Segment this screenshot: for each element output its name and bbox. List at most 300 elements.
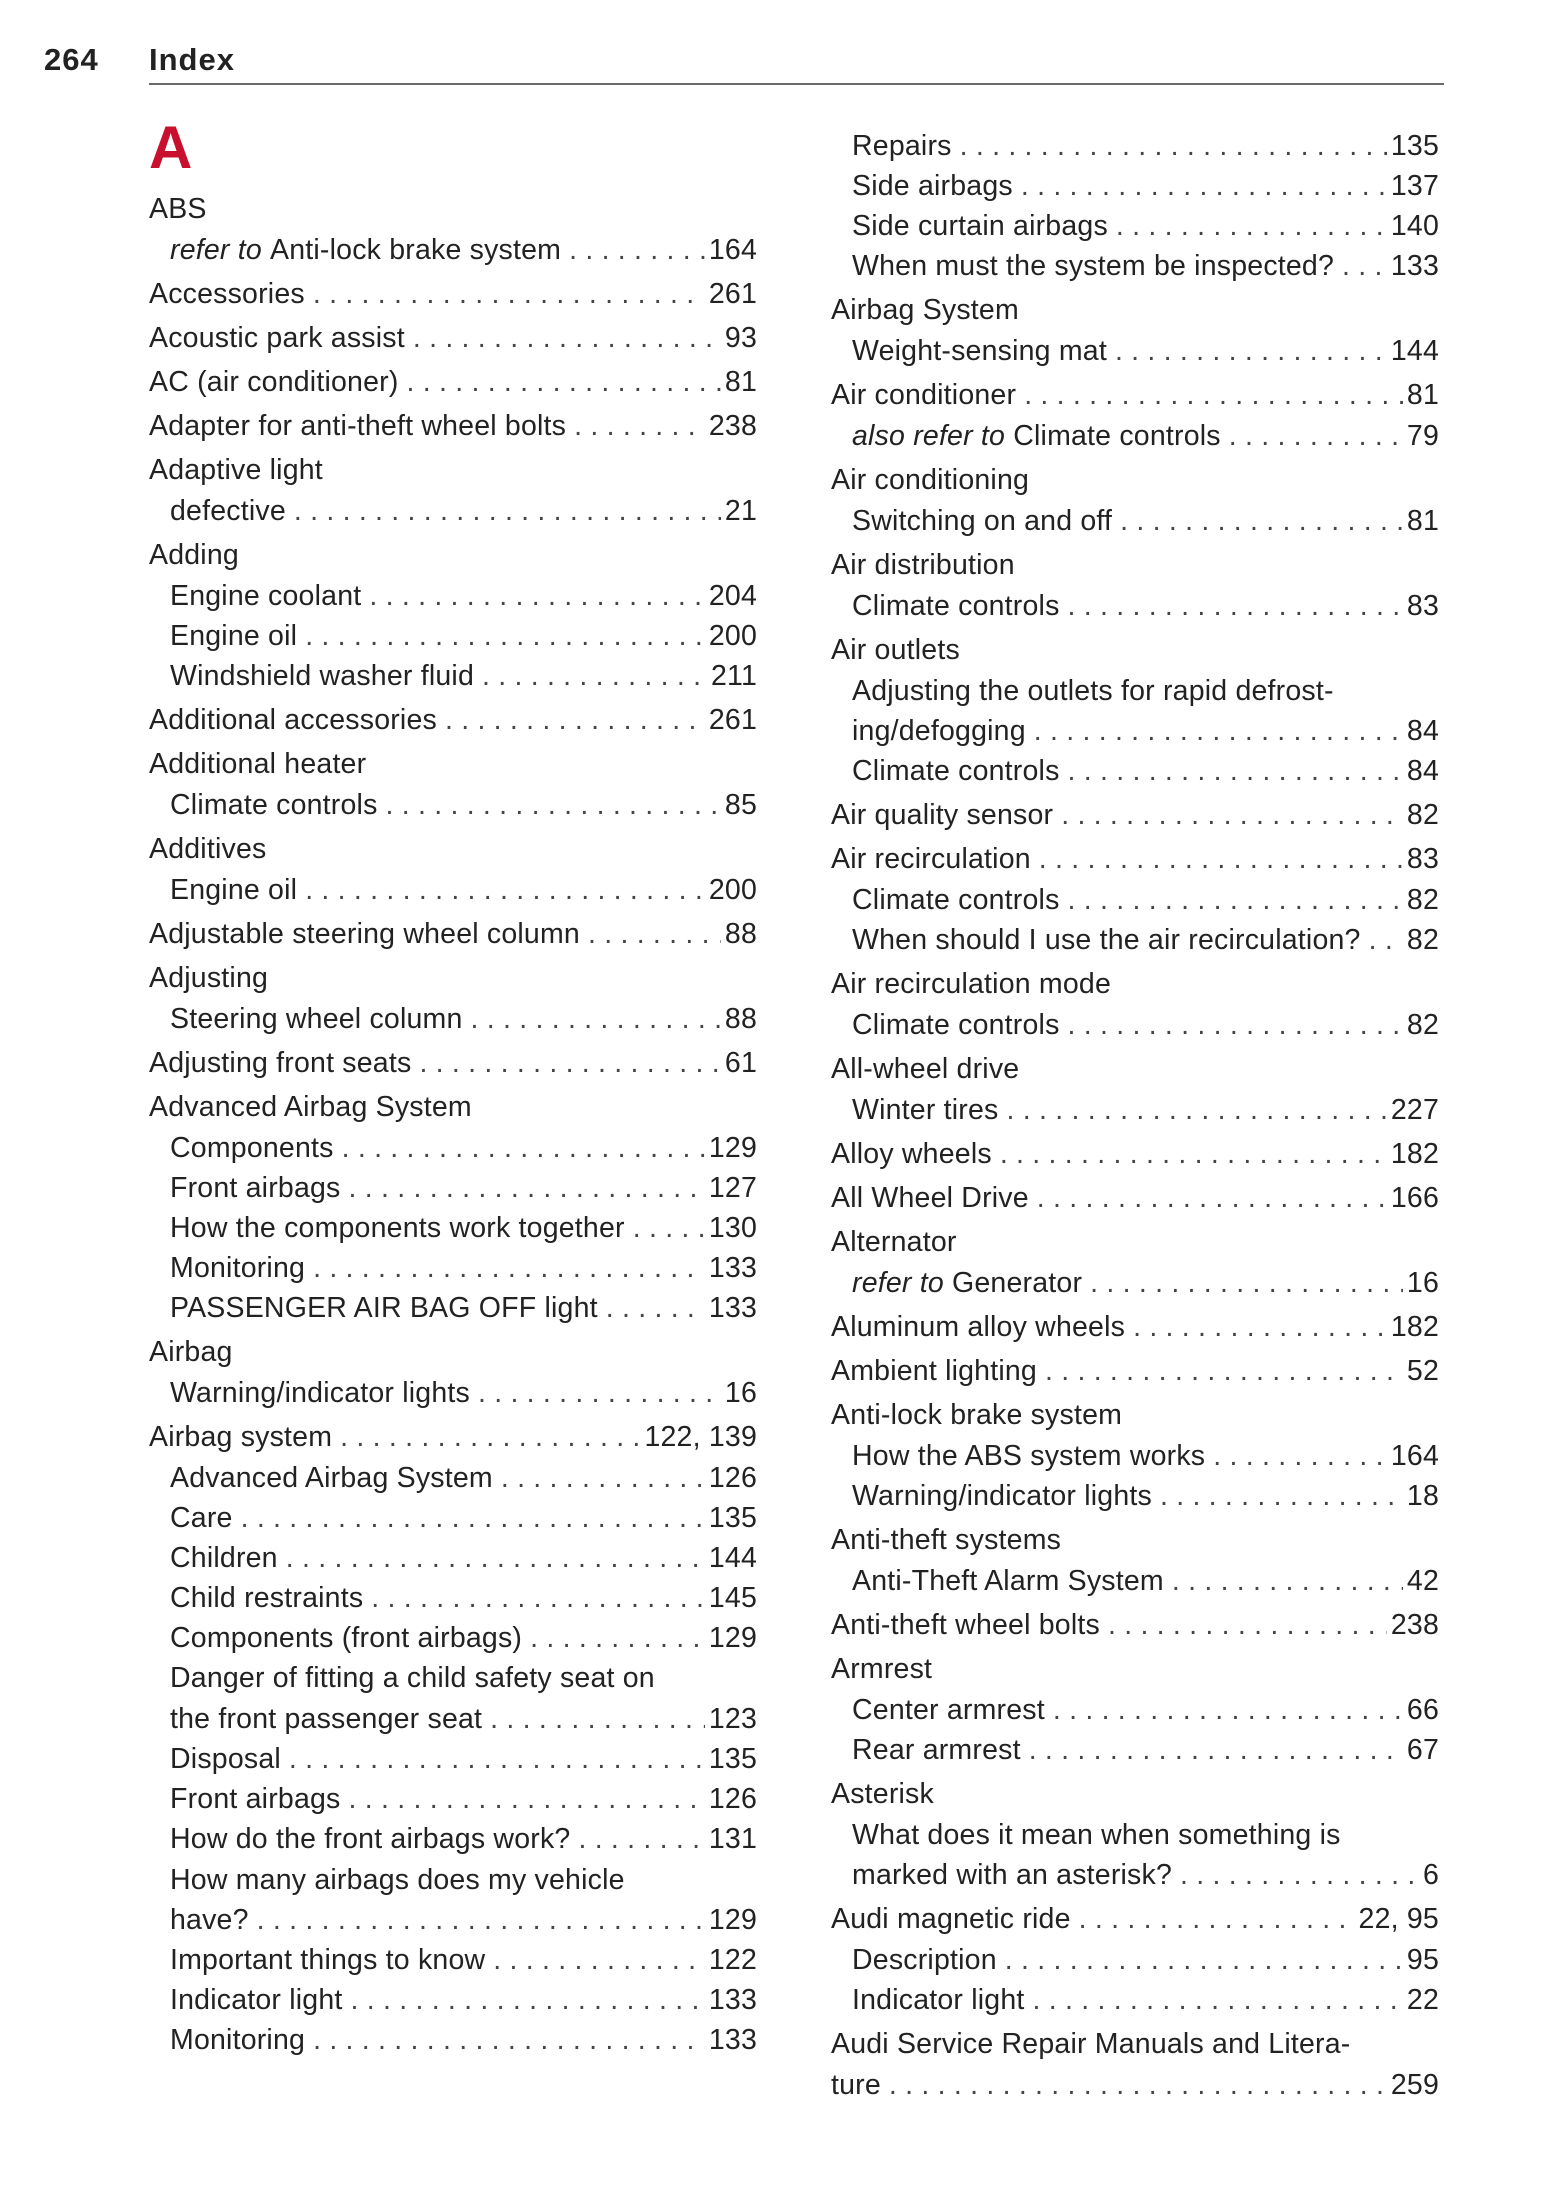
dot-leader <box>445 700 705 740</box>
dot-leader <box>606 1288 705 1328</box>
index-entry <box>852 501 1439 541</box>
section-letter: A <box>149 114 193 181</box>
index-entry <box>831 1351 1439 1391</box>
page-reference: 82 <box>1406 1009 1439 1041</box>
index-term: Climate controls <box>852 884 1060 916</box>
page-reference: 18 <box>1406 1480 1439 1512</box>
index-term: Climate controls <box>852 755 1060 787</box>
index-term: Asterisk <box>831 1778 934 1810</box>
index-term: Airbag System <box>831 294 1019 326</box>
index-term: Center armrest <box>852 1694 1045 1726</box>
index-entry <box>149 829 757 869</box>
index-term: Anti-lock brake system <box>831 1399 1123 1431</box>
index-term: Important things to know <box>170 1944 486 1976</box>
page-reference: 85 <box>724 789 757 821</box>
index-term: Adjusting the outlets for rapid defrost- <box>852 675 1334 707</box>
page-reference: 238 <box>1390 1609 1439 1641</box>
page-reference: 83 <box>1406 590 1439 622</box>
index-term: Armrest <box>831 1653 933 1685</box>
dot-leader <box>493 1940 705 1980</box>
index-term: Air recirculation mode <box>831 968 1112 1000</box>
index-entry <box>852 1980 1439 2020</box>
index-entry <box>852 1730 1439 1770</box>
index-term: When should I use the air recirculation? <box>852 924 1361 956</box>
page-reference: 81 <box>1406 379 1439 411</box>
page-reference: 164 <box>708 234 757 266</box>
dot-leader <box>1068 1005 1403 1045</box>
page-reference: 88 <box>724 918 757 950</box>
page-reference: 84 <box>1406 755 1439 787</box>
index-term: Warning/indicator lights <box>170 1377 470 1409</box>
index-term: Audi Service Repair Manuals and Litera- <box>831 2028 1351 2060</box>
page-reference: 200 <box>708 620 757 652</box>
page-title: Index <box>149 42 235 77</box>
page-reference: 204 <box>708 580 757 612</box>
dot-leader <box>889 2065 1387 2105</box>
index-term: Climate controls <box>852 590 1060 622</box>
page-reference: 227 <box>1390 1094 1439 1126</box>
index-term: Anti-theft wheel bolts <box>831 1609 1100 1641</box>
dot-leader <box>241 1498 705 1538</box>
page-reference: 211 <box>710 660 757 692</box>
dot-leader <box>286 1538 705 1578</box>
page-reference: 6 <box>1422 1859 1439 1891</box>
index-term: Alloy wheels <box>831 1138 992 1170</box>
page-reference: 81 <box>724 366 757 398</box>
page-reference: 144 <box>708 1542 757 1574</box>
index-term: Engine coolant <box>170 580 362 612</box>
index-entry <box>852 1855 1439 1895</box>
index-term: How do the front airbags work? <box>170 1823 571 1855</box>
dot-leader <box>419 1043 720 1083</box>
page-reference: 123 <box>708 1703 757 1735</box>
page-reference: 22 <box>1406 1984 1439 2016</box>
dot-leader <box>305 870 705 910</box>
index-term: Audi magnetic ride <box>831 1903 1071 1935</box>
index-term: Advanced Airbag System <box>170 1462 493 1494</box>
dot-leader <box>482 656 707 696</box>
dot-leader <box>1079 1899 1355 1939</box>
dot-leader <box>574 406 705 446</box>
index-term: When must the system be inspected? <box>852 250 1335 282</box>
page-reference: 164 <box>1390 1440 1439 1472</box>
index-entry <box>831 1395 1439 1435</box>
page-reference: 88 <box>724 1003 757 1035</box>
dot-leader <box>1172 1561 1403 1601</box>
index-term: Repairs <box>852 130 952 162</box>
index-entry <box>170 1819 757 1859</box>
index-term: Climate controls <box>852 1009 1060 1041</box>
dot-leader <box>1000 1134 1387 1174</box>
index-entry <box>149 914 757 954</box>
page-reference: 16 <box>1406 1267 1439 1299</box>
dot-leader <box>1037 1178 1387 1218</box>
page-reference: 82 <box>1406 924 1439 956</box>
index-entry <box>170 1208 757 1248</box>
dot-leader <box>340 1417 640 1457</box>
index-entry <box>149 1087 757 1127</box>
index-entry <box>149 535 757 575</box>
page-reference: 140 <box>1390 210 1439 242</box>
dot-leader <box>569 230 705 270</box>
index-term: All Wheel Drive <box>831 1182 1029 1214</box>
page-reference: 82 <box>1406 799 1439 831</box>
index-term: Aluminum alloy wheels <box>831 1311 1126 1343</box>
index-term: Front airbags <box>170 1172 341 1204</box>
index-term: Components <box>170 1132 334 1164</box>
index-entry <box>831 2065 1439 2105</box>
index-entry <box>852 246 1439 286</box>
index-entry <box>831 375 1439 415</box>
index-term: Monitoring <box>170 1252 306 1284</box>
index-term: Monitoring <box>170 2024 306 2056</box>
index-entry <box>149 700 757 740</box>
index-entry <box>170 1288 757 1328</box>
index-term: Switching on and off <box>852 505 1113 537</box>
index-entry <box>831 1178 1439 1218</box>
index-entry <box>852 1476 1439 1516</box>
page-reference: 131 <box>708 1823 757 1855</box>
dot-leader <box>305 616 705 656</box>
index-entry <box>170 1940 757 1980</box>
index-term: Additional heater <box>149 748 367 780</box>
index-entry <box>831 1649 1439 1689</box>
dot-leader <box>369 576 704 616</box>
index-term: How the components work together <box>170 1212 625 1244</box>
index-entry <box>852 586 1439 626</box>
index-entry <box>149 744 757 784</box>
index-term: Generator <box>952 1267 1083 1299</box>
page-reference: 52 <box>1406 1355 1439 1387</box>
cross-reference-label: refer to <box>852 1267 944 1299</box>
index-term: Adjusting front seats <box>149 1047 412 1079</box>
header-rule <box>149 83 1444 85</box>
index-term: Disposal <box>170 1743 281 1775</box>
index-entry <box>170 1248 757 1288</box>
index-term: ABS <box>149 193 207 225</box>
dot-leader <box>1039 839 1403 879</box>
index-entry <box>170 1168 757 1208</box>
dot-leader <box>478 1373 721 1413</box>
index-entry <box>852 1263 1439 1303</box>
index-entry <box>149 958 757 998</box>
page-reference: 67 <box>1406 1734 1439 1766</box>
index-entry <box>170 1498 757 1538</box>
index-entry <box>149 1417 757 1457</box>
page-reference: 22, 95 <box>1358 1903 1439 1935</box>
page-reference: 16 <box>724 1377 757 1409</box>
index-entry <box>170 785 757 825</box>
index-entry <box>170 1779 757 1819</box>
index-term: the front passenger seat <box>170 1703 483 1735</box>
page-reference: 133 <box>708 2024 757 2056</box>
index-entry <box>170 870 757 910</box>
dot-leader <box>313 1248 705 1288</box>
dot-leader <box>1180 1855 1419 1895</box>
index-term: Accessories <box>149 278 305 310</box>
index-entry <box>170 656 757 696</box>
index-entry <box>852 880 1439 920</box>
page-reference: 261 <box>708 278 757 310</box>
dot-leader <box>407 362 721 402</box>
page-reference: 135 <box>708 1743 757 1775</box>
index-entry <box>852 1005 1439 1045</box>
index-entry <box>831 1222 1439 1262</box>
index-entry <box>831 1605 1439 1645</box>
index-term: Components (front airbags) <box>170 1622 523 1654</box>
page-reference: 182 <box>1390 1138 1439 1170</box>
page-reference: 126 <box>708 1783 757 1815</box>
index-entry <box>170 1458 757 1498</box>
page-reference: 133 <box>708 1984 757 2016</box>
dot-leader <box>633 1208 705 1248</box>
index-entry <box>852 206 1439 246</box>
index-entry <box>170 999 757 1039</box>
index-entry <box>170 1373 757 1413</box>
index-entry <box>149 189 757 229</box>
index-term: Climate controls <box>170 789 378 821</box>
page-reference: 130 <box>708 1212 757 1244</box>
index-entry <box>852 126 1439 166</box>
index-entry <box>170 576 757 616</box>
index-entry <box>852 671 1439 711</box>
dot-leader <box>490 1699 705 1739</box>
index-term: Adaptive light <box>149 454 323 486</box>
index-entry <box>852 1561 1439 1601</box>
index-term: ing/defogging <box>852 715 1026 747</box>
dot-leader <box>501 1458 705 1498</box>
index-term: Steering wheel column <box>170 1003 463 1035</box>
index-entry <box>852 751 1439 791</box>
index-term: Ambient lighting <box>831 1355 1037 1387</box>
index-term: ture <box>831 2069 881 2101</box>
index-term: All-wheel drive <box>831 1053 1020 1085</box>
page-number: 264 <box>44 42 99 77</box>
page-reference: 145 <box>708 1582 757 1614</box>
dot-leader <box>1213 1436 1387 1476</box>
index-entry <box>852 1940 1439 1980</box>
dot-leader <box>1033 1980 1403 2020</box>
index-entry <box>831 1134 1439 1174</box>
index-entry <box>149 450 757 490</box>
index-entry <box>149 274 757 314</box>
index-entry <box>852 331 1439 371</box>
page-reference: 122, 139 <box>644 1421 757 1453</box>
index-term: Adjustable steering wheel column <box>149 918 580 950</box>
index-term: Danger of fitting a child safety seat on <box>170 1662 655 1694</box>
page-reference: 122 <box>708 1944 757 1976</box>
page-reference: 95 <box>1406 1944 1439 1976</box>
index-term: Acoustic park assist <box>149 322 405 354</box>
dot-leader <box>257 1900 705 1940</box>
dot-leader <box>413 318 721 358</box>
index-entry <box>831 1520 1439 1560</box>
page-reference: 133 <box>708 1252 757 1284</box>
index-entry <box>831 630 1439 670</box>
index-term: Airbag <box>149 1336 233 1368</box>
index-term: Alternator <box>831 1226 957 1258</box>
dot-leader <box>1369 920 1403 960</box>
index-entry <box>170 1900 757 1940</box>
index-term: Adding <box>149 539 239 571</box>
dot-leader <box>1068 751 1403 791</box>
index-entry <box>170 616 757 656</box>
dot-leader <box>313 274 705 314</box>
page-reference: 135 <box>708 1502 757 1534</box>
index-term: Anti-theft systems <box>831 1524 1062 1556</box>
index-entry <box>170 2020 757 2060</box>
page-reference: 79 <box>1406 420 1439 452</box>
index-entry <box>852 1436 1439 1476</box>
index-entry <box>149 406 757 446</box>
index-entry <box>852 920 1439 960</box>
page-reference: 133 <box>708 1292 757 1324</box>
index-term: Air recirculation <box>831 843 1031 875</box>
index-term: Engine oil <box>170 874 298 906</box>
index-term: Additional accessories <box>149 704 437 736</box>
index-entry <box>852 416 1439 456</box>
index-entry <box>831 1307 1439 1347</box>
index-term: Indicator light <box>852 1984 1025 2016</box>
dot-leader <box>1342 246 1387 286</box>
index-term: Air conditioning <box>831 464 1030 496</box>
index-entry <box>149 362 757 402</box>
dot-leader <box>1021 166 1387 206</box>
dot-leader <box>1116 206 1387 246</box>
index-term: Additives <box>149 833 267 865</box>
index-entry <box>831 1899 1439 1939</box>
dot-leader <box>351 1980 705 2020</box>
index-entry <box>831 2024 1439 2064</box>
index-term: Warning/indicator lights <box>852 1480 1152 1512</box>
dot-leader <box>1068 880 1403 920</box>
index-term: Rear armrest <box>852 1734 1021 1766</box>
page-reference: 81 <box>1406 505 1439 537</box>
index-entry <box>831 290 1439 330</box>
index-entry <box>852 1815 1439 1855</box>
page-reference: 82 <box>1406 884 1439 916</box>
index-term: Front airbags <box>170 1783 341 1815</box>
dot-leader <box>342 1128 705 1168</box>
page-reference: 135 <box>1390 130 1439 162</box>
dot-leader <box>349 1168 705 1208</box>
index-entry <box>170 1618 757 1658</box>
index-term: marked with an asterisk? <box>852 1859 1173 1891</box>
page-reference: 93 <box>724 322 757 354</box>
dot-leader <box>1005 1940 1403 1980</box>
index-term: Air distribution <box>831 549 1015 581</box>
cross-reference-label: refer to <box>170 234 262 266</box>
index-term: Engine oil <box>170 620 298 652</box>
dot-leader <box>1090 1263 1403 1303</box>
dot-leader <box>588 914 721 954</box>
dot-leader <box>578 1819 704 1859</box>
page-reference: 66 <box>1406 1694 1439 1726</box>
index-entry <box>170 1860 757 1900</box>
dot-leader <box>294 491 721 531</box>
index-term: Windshield washer fluid <box>170 660 474 692</box>
index-term: Anti-lock brake system <box>270 234 562 266</box>
dot-leader <box>471 999 721 1039</box>
page-reference: 133 <box>1390 250 1439 282</box>
index-term: Child restraints <box>170 1582 364 1614</box>
dot-leader <box>1133 1307 1387 1347</box>
index-term: Advanced Airbag System <box>149 1091 472 1123</box>
page-reference: 129 <box>708 1622 757 1654</box>
page-reference: 238 <box>708 410 757 442</box>
page-reference: 144 <box>1390 335 1439 367</box>
index-term: AC (air conditioner) <box>149 366 399 398</box>
dot-leader <box>1061 795 1403 835</box>
index-term: Indicator light <box>170 1984 343 2016</box>
dot-leader <box>1007 1090 1387 1130</box>
page-reference: 126 <box>708 1462 757 1494</box>
index-entry <box>149 318 757 358</box>
page-reference: 129 <box>708 1132 757 1164</box>
index-term: Side airbags <box>852 170 1013 202</box>
index-entry <box>852 166 1439 206</box>
index-entry <box>831 964 1439 1004</box>
index-entry <box>852 711 1439 751</box>
page-reference: 259 <box>1390 2069 1439 2101</box>
page-reference: 127 <box>708 1172 757 1204</box>
index-entry <box>170 1128 757 1168</box>
index-entry <box>831 839 1439 879</box>
page-reference: 61 <box>724 1047 757 1079</box>
dot-leader <box>1068 586 1403 626</box>
index-term: Air outlets <box>831 634 960 666</box>
dot-leader <box>1120 501 1403 541</box>
page-reference: 84 <box>1406 715 1439 747</box>
index-entry <box>831 545 1439 585</box>
page-reference: 166 <box>1390 1182 1439 1214</box>
index-term: PASSENGER AIR BAG OFF light <box>170 1292 598 1324</box>
dot-leader <box>1034 711 1403 751</box>
index-term: Children <box>170 1542 278 1574</box>
index-entry <box>852 1690 1439 1730</box>
index-entry <box>170 1739 757 1779</box>
index-entry <box>149 1043 757 1083</box>
index-entry <box>170 491 757 531</box>
page-reference: 137 <box>1390 170 1439 202</box>
dot-leader <box>386 785 721 825</box>
index-term: Air conditioner <box>831 379 1017 411</box>
index-term: Adapter for anti-theft wheel bolts <box>149 410 567 442</box>
index-entry <box>831 795 1439 835</box>
dot-leader <box>1108 1605 1387 1645</box>
index-term: have? <box>170 1904 249 1936</box>
index-entry <box>170 1658 757 1698</box>
index-term: How many airbags does my vehicle <box>170 1864 625 1896</box>
dot-leader <box>1053 1690 1403 1730</box>
page-reference: 261 <box>708 704 757 736</box>
index-term: Care <box>170 1502 233 1534</box>
index-term: Weight-sensing mat <box>852 335 1107 367</box>
index-term: Air quality sensor <box>831 799 1054 831</box>
index-entry <box>831 460 1439 500</box>
index-term: defective <box>170 495 286 527</box>
index-term: How the ABS system works <box>852 1440 1206 1472</box>
dot-leader <box>313 2020 705 2060</box>
dot-leader <box>1115 331 1387 371</box>
dot-leader <box>349 1779 705 1819</box>
dot-leader <box>1024 375 1403 415</box>
dot-leader <box>960 126 1387 166</box>
index-term: Anti-Theft Alarm System <box>852 1565 1164 1597</box>
dot-leader <box>1029 1730 1403 1770</box>
dot-leader <box>1045 1351 1403 1391</box>
index-entry <box>170 1538 757 1578</box>
